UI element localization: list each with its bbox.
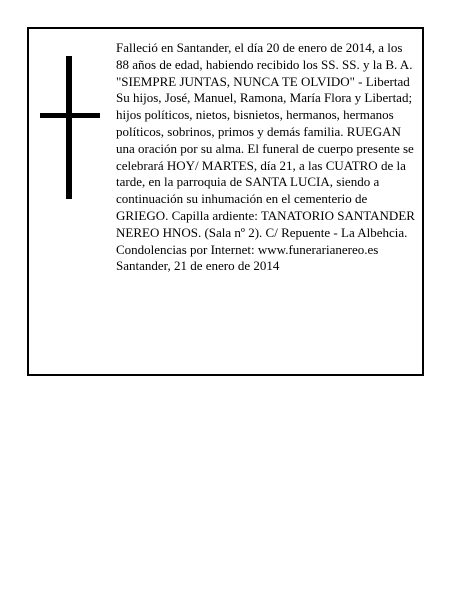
death-announcement: Falleció en Santander, el día 20 de enero de 2014, a los 88 años de edad, habiendo recibido los SS. SS. y la B. A. — [116, 40, 413, 72]
dedication-quote: "SIEMPRE JUNTAS, NUNCA TE OLVIDO" - Libertad — [116, 73, 410, 89]
online-condolences: Condolencias por Internet: www.funerarianereo.es — [116, 241, 379, 257]
obituary-text — [116, 40, 416, 275]
place-and-date: Santander, 21 de enero de 2014 — [116, 258, 280, 274]
cross-horizontal-bar — [40, 113, 100, 118]
obituary-notice — [27, 27, 424, 376]
cross-icon — [40, 56, 100, 199]
cross-vertical-bar — [66, 56, 72, 199]
family-and-funeral-details: Su hijos, José, Manuel, Ramona, María Flora y Libertad; hijos políticos, nietos, bisnietos, hermanos, hermanos políticos, sobrinos, primos y demás familia. RUEGAN una oración por su alma. El funeral de cuerpo presente se celebrará HOY/ MARTES, día 21, a las CUATRO de la tarde, en la parroquia de SANTA LUCIA, siendo a continuación su inhumación en el cementerio de GRIEGO. Capilla ardiente: TANATORIO SANTANDER NEREO HNOS. (Sala nº 2). C/ Repuente - La Albehcia. — [116, 90, 415, 240]
